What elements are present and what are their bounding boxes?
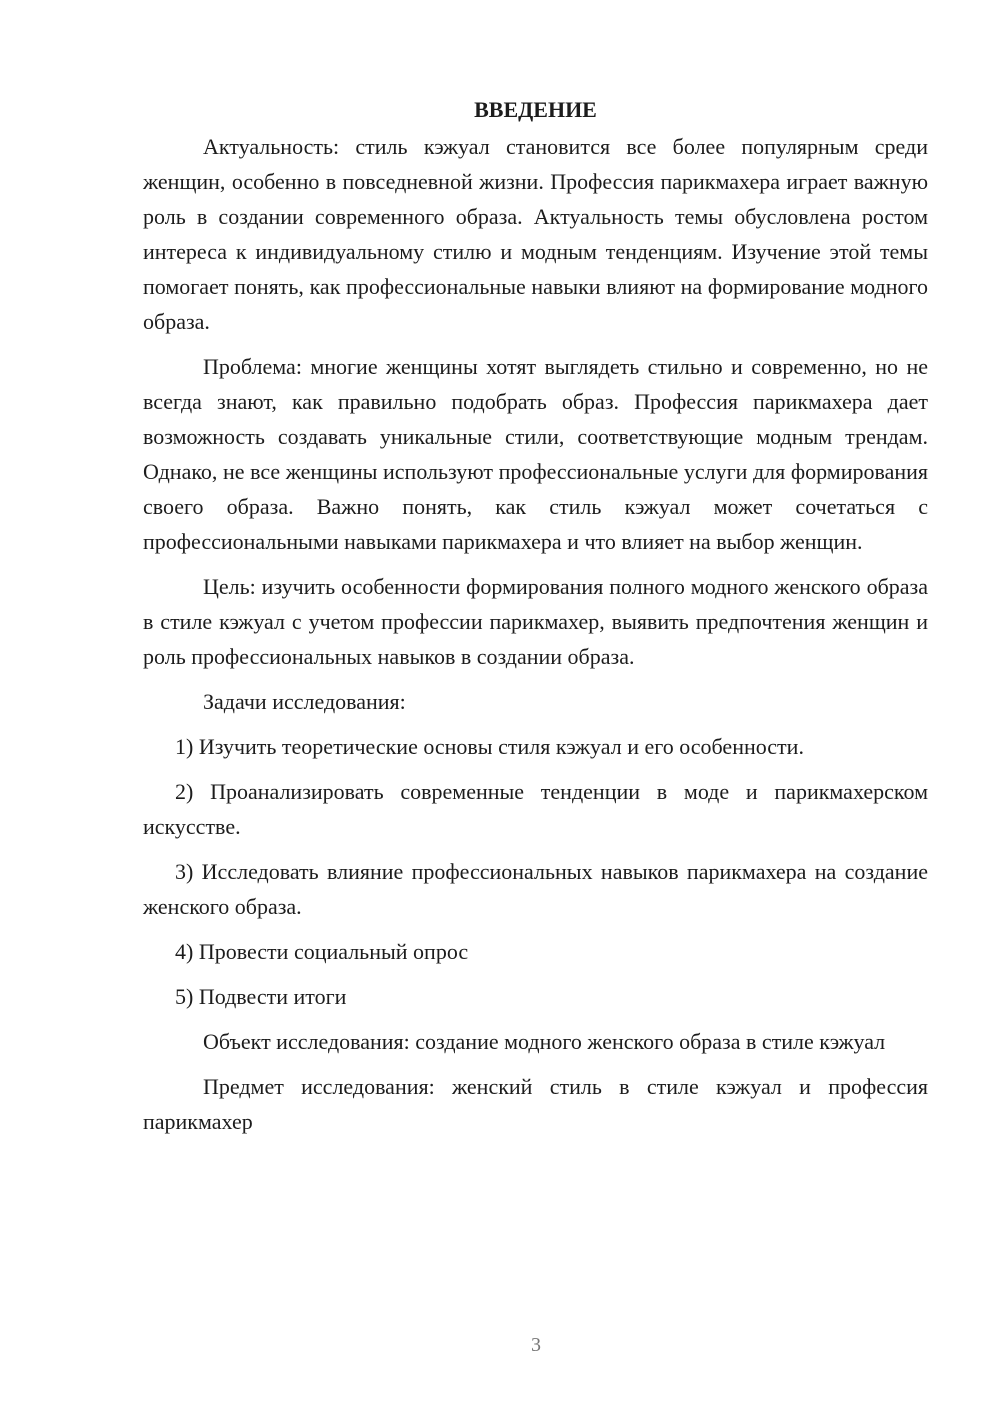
task-item: 4) Провести социальный опрос	[175, 939, 469, 964]
research-subject-paragraph: Предмет исследования: женский стиль в стиле кэжуал и профессия парикмахер	[143, 1074, 928, 1134]
tasks-heading: Задачи исследования:	[203, 689, 406, 714]
task-item: 5) Подвести итоги	[175, 984, 347, 1009]
section-title: ВВЕДЕНИЕ	[474, 97, 597, 122]
research-object-paragraph: Объект исследования: создание модного женского образа в стиле кэжуал	[203, 1029, 886, 1054]
goal-paragraph: Цель: изучить особенности формирования полного модного женского образа в стиле кэжуал с учетом профессии парикмахер, выявить предпочтения женщин и роль профессиональных навыков в создании образа.	[143, 574, 928, 669]
relevance-paragraph: Актуальность: стиль кэжуал становится все более популярным среди женщин, особенно в повседневной жизни. Профессия парикмахера играет важную роль в создании современного образа. Актуальность темы обусловлена ростом интереса к индивидуальному стилю и модным тенденциям. Изучение этой темы помогает понять, как профессиональные навыки влияют на формирование модного образа.	[143, 134, 928, 334]
task-item: 1) Изучить теоретические основы стиля кэжуал и его особенности.	[175, 734, 804, 759]
task-item: 3) Исследовать влияние профессиональных навыков парикмахера на создание женского образа.	[143, 859, 928, 919]
problem-paragraph: Проблема: многие женщины хотят выглядеть стильно и современно, но не всегда знают, как правильно подобрать образ. Профессия парикмахера дает возможность создавать уникальные стили, соответствующие модным трендам. Однако, не все женщины используют профессиональные услуги для формирования своего образа. Важно понять, как стиль кэжуал может сочетаться с профессиональными навыками парикмахера и что влияет на выбор женщин.	[143, 354, 928, 554]
page-number: 3	[531, 1334, 541, 1356]
task-item: 2) Проанализировать современные тенденции в моде и парикмахерском искусстве.	[143, 779, 928, 839]
page-content	[143, 92, 928, 1139]
tasks-list	[143, 729, 928, 1014]
